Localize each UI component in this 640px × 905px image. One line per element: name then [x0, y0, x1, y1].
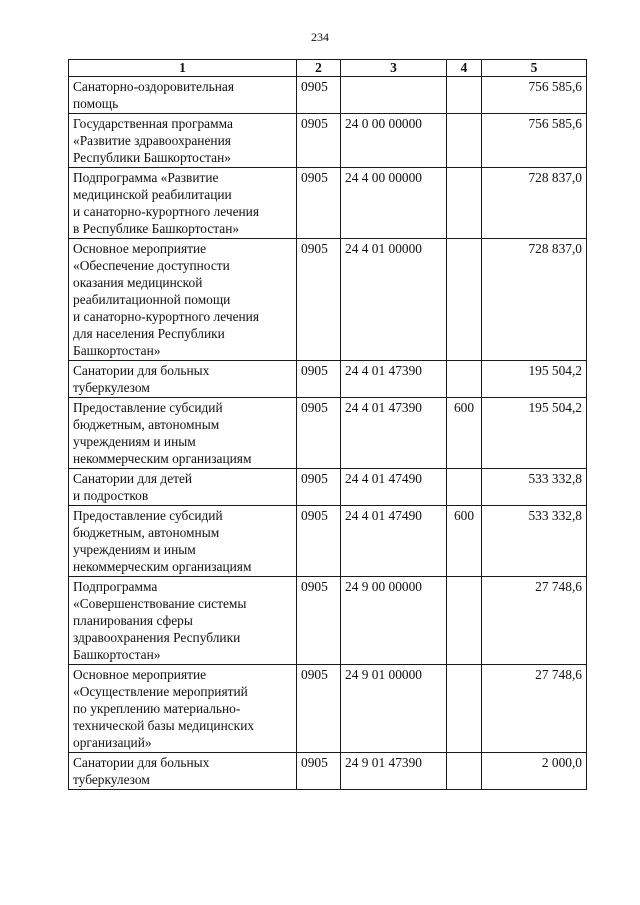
- table-row: [69, 398, 587, 469]
- row-name-cell: Санаторно-оздоровительная помощь: [69, 77, 297, 114]
- row-section-cell: 0905: [297, 506, 341, 577]
- budget-table: [68, 59, 587, 790]
- row-amount-cell: 756 585,6: [482, 77, 587, 114]
- row-type-cell: [447, 239, 482, 361]
- row-type-cell: [447, 168, 482, 239]
- row-amount-cell: 2 000,0: [482, 753, 587, 790]
- row-section-cell: 0905: [297, 753, 341, 790]
- row-type-cell: [447, 469, 482, 506]
- row-amount-cell: 195 504,2: [482, 361, 587, 398]
- table-row: [69, 361, 587, 398]
- row-section-cell: 0905: [297, 469, 341, 506]
- row-type-cell: 600: [447, 506, 482, 577]
- row-section-cell: 0905: [297, 114, 341, 168]
- column-header: 5: [482, 60, 587, 77]
- table-row: [69, 168, 587, 239]
- row-amount-cell: 27 748,6: [482, 577, 587, 665]
- row-name-cell: Предоставление субсидий бюджетным, автономным учреждениям и иным некоммерческим организациям: [69, 506, 297, 577]
- row-name-cell: Подпрограмма «Совершенствование системы планирования сферы здравоохранения Республики Башкортостан»: [69, 577, 297, 665]
- row-amount-cell: 728 837,0: [482, 239, 587, 361]
- row-target-cell: 24 4 01 47490: [341, 469, 447, 506]
- row-type-cell: [447, 77, 482, 114]
- row-section-cell: 0905: [297, 239, 341, 361]
- table-row: [69, 114, 587, 168]
- row-type-cell: [447, 753, 482, 790]
- column-header: 3: [341, 60, 447, 77]
- row-target-cell: 24 0 00 00000: [341, 114, 447, 168]
- row-name-cell: Подпрограмма «Развитие медицинской реабилитации и санаторно-курортного лечения в Республике Башкортостан»: [69, 168, 297, 239]
- page-number: 234: [311, 30, 329, 44]
- row-name-cell: Основное мероприятие «Обеспечение доступности оказания медицинской реабилитационной помощи и санаторно-курортного лечения для населения Республики Башкортостан»: [69, 239, 297, 361]
- row-target-cell: 24 4 01 00000: [341, 239, 447, 361]
- column-header: 4: [447, 60, 482, 77]
- row-type-cell: [447, 665, 482, 753]
- row-amount-cell: 533 332,8: [482, 506, 587, 577]
- row-amount-cell: 756 585,6: [482, 114, 587, 168]
- row-section-cell: 0905: [297, 77, 341, 114]
- table-row: [69, 577, 587, 665]
- table-row: [69, 469, 587, 506]
- column-header: 1: [69, 60, 297, 77]
- row-section-cell: 0905: [297, 168, 341, 239]
- row-amount-cell: 728 837,0: [482, 168, 587, 239]
- table-row: [69, 753, 587, 790]
- row-section-cell: 0905: [297, 665, 341, 753]
- column-header: 2: [297, 60, 341, 77]
- row-section-cell: 0905: [297, 398, 341, 469]
- row-section-cell: 0905: [297, 577, 341, 665]
- row-type-cell: [447, 361, 482, 398]
- row-amount-cell: 195 504,2: [482, 398, 587, 469]
- row-name-cell: Санатории для больных туберкулезом: [69, 361, 297, 398]
- row-name-cell: Предоставление субсидий бюджетным, автономным учреждениям и иным некоммерческим организациям: [69, 398, 297, 469]
- table-header-row: [69, 60, 587, 77]
- row-target-cell: 24 4 01 47490: [341, 506, 447, 577]
- row-target-cell: 24 9 01 00000: [341, 665, 447, 753]
- row-name-cell: Санатории для детей и подростков: [69, 469, 297, 506]
- row-target-cell: [341, 77, 447, 114]
- row-amount-cell: 27 748,6: [482, 665, 587, 753]
- row-target-cell: 24 9 01 47390: [341, 753, 447, 790]
- row-section-cell: 0905: [297, 361, 341, 398]
- row-target-cell: 24 9 00 00000: [341, 577, 447, 665]
- row-target-cell: 24 4 00 00000: [341, 168, 447, 239]
- row-type-cell: [447, 577, 482, 665]
- table-row: [69, 239, 587, 361]
- row-name-cell: Государственная программа «Развитие здравоохранения Республики Башкортостан»: [69, 114, 297, 168]
- row-name-cell: Основное мероприятие «Осуществление мероприятий по укреплению материально- технической базы медицинских организаций»: [69, 665, 297, 753]
- table-row: [69, 506, 587, 577]
- row-name-cell: Санатории для больных туберкулезом: [69, 753, 297, 790]
- table-body: [69, 77, 587, 790]
- row-type-cell: [447, 114, 482, 168]
- table-row: [69, 77, 587, 114]
- row-type-cell: 600: [447, 398, 482, 469]
- row-amount-cell: 533 332,8: [482, 469, 587, 506]
- table-row: [69, 665, 587, 753]
- row-target-cell: 24 4 01 47390: [341, 361, 447, 398]
- row-target-cell: 24 4 01 47390: [341, 398, 447, 469]
